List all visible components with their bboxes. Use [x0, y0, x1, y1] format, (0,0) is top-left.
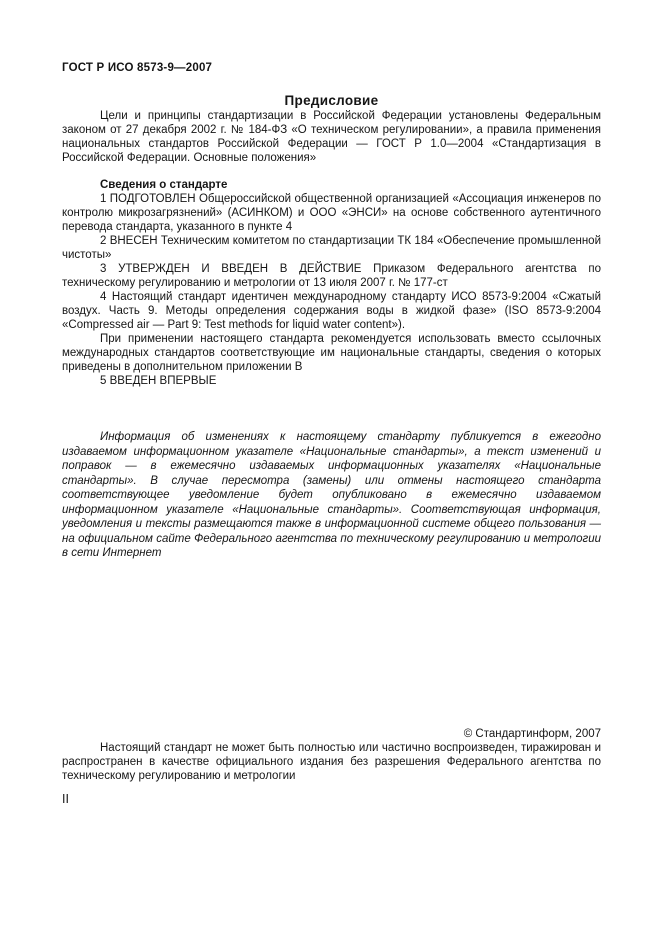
standard-info-item-submitted: 2 ВНЕСЕН Техническим комитетом по стандартизации ТК 184 «Обеспечение промышленной чистоты» [62, 235, 601, 261]
intro-paragraph: Цели и принципы стандартизации в Российской Федерации установлены Федеральным законом от 27 декабря 2002 г. № 184-ФЗ «О техническом регулировании», а правила применения национальных стандартов Российской Федерации — ГОСТ Р 1.0—2004 «Стандартизация в Российской Федерации. Основные положения» [62, 110, 601, 164]
copyright-notice: © Стандартинформ, 2007 [463, 727, 601, 740]
standard-info-item-prepared: 1 ПОДГОТОВЛЕН Общероссийской общественной организацией «Ассоциация инженеров по контролю микрозагрязнений» (АСИНКОМ) и ООО «ЭНСИ» на основе собственного аутентичного перевода стандарта, указанного в пункте 4 [62, 193, 601, 233]
standard-info-item-approved: 3 УТВЕРЖДЕН И ВВЕДЕН В ДЕЙСТВИЕ Приказом Федерального агентства по техническому регулированию и метрологии от 13 июля 2007 г. № 177-ст [62, 263, 601, 289]
section-heading-standard-info: Сведения о стандарте [100, 179, 228, 191]
page-title: Предисловие [284, 93, 379, 108]
standard-info-item-application-note: При применении настоящего стандарта рекомендуется использовать вместо ссылочных международных стандартов соответствующие им национальные стандарты, сведения о которых приведены в дополнительном приложении В [62, 333, 601, 373]
reproduction-restriction-note: Настоящий стандарт не может быть полностью или частично воспроизведен, тиражирован и распространен в качестве официального издания без разрешения Федерального агентства по техническому регулированию и метрологии [62, 741, 601, 782]
standard-info-item-first-introduced: 5 ВВЕДЕН ВПЕРВЫЕ [100, 375, 217, 387]
standard-info-item-identical: 4 Настоящий стандарт идентичен международному стандарту ИСО 8573-9:2004 «Сжатый воздух. Часть 9. Методы определения содержания воды в жидкой фазе» (ISO 8573-9:2004 «Compressed air — Part 9: Test methods for liquid water content»). [62, 291, 601, 331]
changes-information-note: Информация об изменениях к настоящему стандарту публикуется в ежегодно издаваемом информационном указателе «Национальные стандарты», а текст изменений и поправок — в ежемесячно издаваемых информационных указателях «Национальные стандарты». В случае пересмотра (замены) или отмены настоящего стандарта соответствующее уведомление будет опубликовано в ежемесячно издаваемом информационном указателе «Национальные стандарты». Соответствующая информация, уведомления и тексты размещаются также в информационной системе общего пользования — на официальном сайте Федерального агентства по техническому регулированию и метрологии в сети Интернет [62, 431, 601, 559]
standard-designation: ГОСТ Р ИСО 8573-9—2007 [62, 62, 213, 74]
page-number: II [62, 791, 69, 806]
